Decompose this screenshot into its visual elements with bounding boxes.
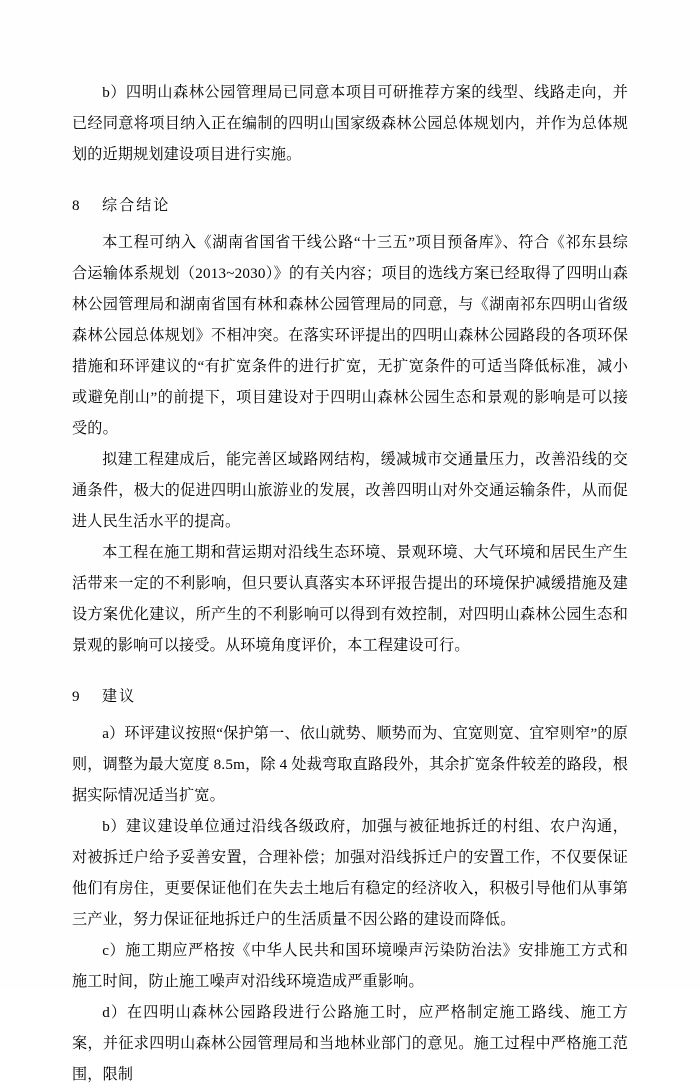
heading-comprehensive-conclusion (72, 191, 628, 222)
spacer (72, 171, 628, 177)
spacer (72, 662, 628, 668)
document-content (72, 78, 628, 1091)
para-b-forest-park-bureau: b）四明山森林公园管理局已同意本项目可研推荐方案的线型、线路走向，并已经同意将项目纳入正在编制的四明山国家级森林公园总体规划内，并作为总体规划的近期规划建设项目进行实施。 (72, 85, 628, 163)
para-suggestion-b: b）建议建设单位通过沿线各级政府，加强与被征地拆迁的村组、农户沟通，对被拆迁户给予妥善安置，合理补偿；加强对沿线拆迁户的安置工作，不仅要保证他们有房住，更要保证他们在失去土地后有稳定的经济收入，积极引导他们从事第三产业，努力保证征地拆迁户的生活质量不因公路的建设而降低。 (72, 819, 628, 928)
heading-number: 8 (72, 198, 80, 214)
heading-number: 9 (72, 689, 80, 705)
para-suggestion-c: c）施工期应严格按《中华人民共和国环境噪声污染防治法》安排施工方式和施工时间，防止施工噪声对沿线环境造成严重影响。 (72, 943, 628, 990)
para-suggestion-d: d）在四明山森林公园路段进行公路施工时，应严格制定施工路线、施工方案，并征求四明山森林公园管理局和当地林业部门的意见。施工过程中严格施工范围，限制 (72, 1005, 628, 1083)
para-conclusion-3: 本工程在施工期和营运期对沿线生态环境、景观环境、大气环境和居民生产生活带来一定的不利影响，但只要认真落实本环评报告提出的环境保护减缓措施及建设方案优化建议，所产生的不利影响可以得到有效控制，对四明山森林公园生态和景观的影响可以接受。从环境角度评价，本工程建设可行。 (72, 545, 628, 654)
heading-text: 综合结论 (102, 198, 171, 214)
para-suggestion-a: a）环评建议按照“保护第一、依山就势、顺势而为、宜宽则宽、宜窄则窄”的原则，调整为最大宽度 8.5m，除 4 处裁弯取直路段外，其余扩宽条件较差的路段，根据实际情况适当扩宽。 (72, 726, 628, 804)
para-conclusion-2: 拟建工程建成后，能完善区域路网结构，缓减城市交通量压力，改善沿线的交通条件，极大的促进四明山旅游业的发展，改善四明山对外交通运输条件，从而促进人民生活水平的提高。 (72, 452, 628, 530)
heading-text: 建议 (102, 689, 137, 705)
para-conclusion-1: 本工程可纳入《湖南省国省干线公路“十三五”项目预备库》、符合《祁东县综合运输体系规划（2013~2030）》的有关内容；项目的选线方案已经取得了四明山森林公园管理局和湖南省国有林和森林公园管理局的同意，与《湖南祁东四明山省级森林公园总体规划》不相冲突。在落实环评提出的四明山森林公园路段的各项环保措施和环评建议的“有扩宽条件的进行扩宽，无扩宽条件的可适当降低标准，减小或避免削山”的前提下，项目建设对于四明山森林公园生态和景观的影响是可以接受的。 (72, 235, 628, 437)
heading-suggestions (72, 682, 628, 713)
